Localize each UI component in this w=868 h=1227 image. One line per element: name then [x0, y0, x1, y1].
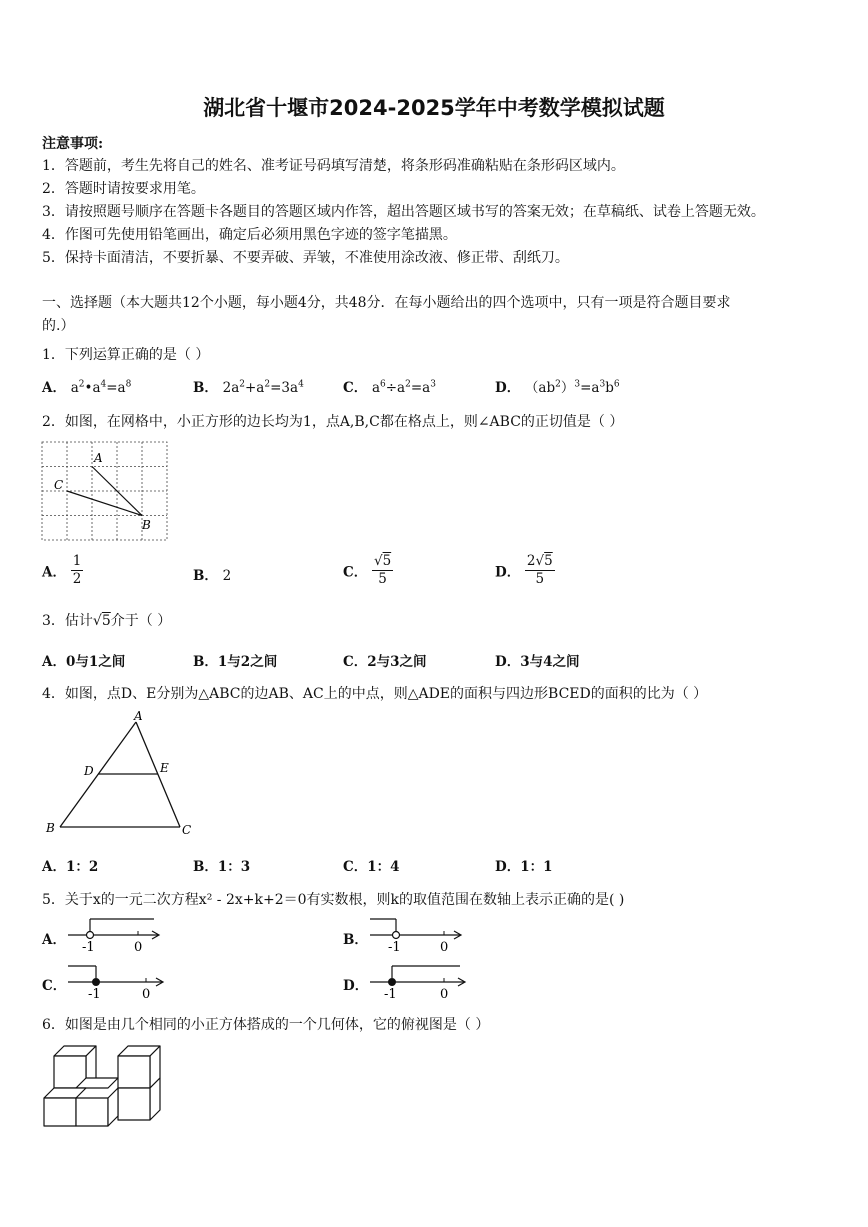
- q4-option-b: B．1：3: [193, 859, 251, 875]
- q4-label-e: E: [160, 761, 169, 775]
- q3-option-a: A．0与1之间: [42, 654, 126, 670]
- notice-item: 3．请按照题号顺序在答题卡各题目的答题区域内作答，超出答题区域书写的答案无效；在草稿纸、试卷上答题无效。: [42, 204, 765, 220]
- notice-item: 4．作图可先使用铅笔画出，确定后必须用黑色字迹的签字笔描黑。: [42, 227, 457, 243]
- q5-numberline-b: [368, 915, 468, 955]
- q3-option-b: B．1与2之间: [193, 654, 278, 670]
- q5-option-a-label: A．: [42, 932, 66, 948]
- question-2-stem: 2．如图，在网格中，小正方形的边长均为1，点A,B,C都在格点上，则∠ABC的正切值是（ ）: [42, 414, 624, 430]
- question-5-stem: 5．关于x的一元二次方程x² - 2x+k+2＝0有实数根，则k的取值范围在数轴上表示正确的是( ): [42, 892, 625, 908]
- q1-option-b: B． $2a^2+a^2=3a^4$: [193, 379, 304, 396]
- q4-label-a: A: [134, 709, 143, 723]
- page-title: 湖北省十堰市2024-2025学年中考数学模拟试题: [203, 96, 665, 120]
- section-header: 一、选择题（本大题共12个小题，每小题4分，共48分．在每小题给出的四个选项中，只有一项是符合题目要求: [42, 295, 731, 311]
- q2-option-c: C． $\frac{√5}{5}$: [343, 553, 392, 587]
- svg-text:0: 0: [440, 940, 449, 955]
- question-4-stem: 4．如图，点D、E分别为△ABC的边AB、AC上的中点，则△ADE的面积与四边形BCED的面积的比为（ ）: [42, 686, 708, 702]
- q5-numberline-d: [368, 962, 472, 1002]
- q5-numberline-a: [66, 915, 166, 955]
- q4-label-d: D: [84, 764, 94, 778]
- notice-item: 5．保持卡面清洁，不要折暴、不要弄破、弄皱，不准使用涂改液、修正带、刮纸刀。: [42, 250, 569, 266]
- q2-label-b: B: [142, 518, 151, 532]
- q1-option-c: C． $a^6\div a^2=a^3$: [343, 379, 436, 396]
- svg-text:0: 0: [440, 987, 449, 1002]
- q1-option-a: A． $a^2•a^4=a^8$: [42, 379, 132, 396]
- q2-option-b: B． 2: [193, 568, 232, 584]
- svg-text:-1: -1: [384, 987, 397, 1002]
- q4-option-d: D．1：1: [495, 859, 553, 875]
- notice-item: 1．答题前，考生先将自己的姓名、准考证号码填写清楚，将条形码准确粘贴在条形码区域内。: [42, 158, 625, 174]
- q5-option-d-label: D．: [343, 978, 369, 994]
- q2-option-d: D． $\frac{2√5}{5}$: [495, 553, 553, 587]
- q4-label-b: B: [46, 821, 55, 835]
- question-6-stem: 6．如图是由几个相同的小正方体搭成的一个几何体，它的俯视图是（ ）: [42, 1017, 490, 1033]
- q5-numberline-c: [66, 962, 170, 1002]
- q5-option-b-label: B．: [343, 932, 368, 948]
- q6-cube-figure: [40, 1040, 170, 1130]
- q3-option-c: C．2与3之间: [343, 654, 427, 670]
- svg-text:0: 0: [134, 940, 143, 955]
- notice-item: 2．答题时请按要求用笔。: [42, 181, 205, 197]
- question-3-stem: 3．估计√5介于（ ）: [42, 613, 172, 629]
- q2-label-c: C: [54, 478, 64, 492]
- q5-option-c-label: C．: [42, 978, 67, 994]
- section-header-cont: 的.）: [42, 318, 75, 334]
- q1-option-d: D． $(ab^2)^3=a^3b^6$: [495, 379, 620, 396]
- svg-text:-1: -1: [82, 940, 95, 955]
- q4-option-c: C．1：4: [343, 859, 400, 875]
- q4-label-c: C: [182, 823, 192, 837]
- svg-text:0: 0: [142, 987, 151, 1002]
- q2-option-a: A． $\frac{1}{2}$: [42, 553, 82, 587]
- q3-option-d: D．3与4之间: [495, 654, 580, 670]
- svg-text:-1: -1: [388, 940, 401, 955]
- q4-option-a: A．1：2: [42, 859, 99, 875]
- svg-text:-1: -1: [88, 987, 101, 1002]
- notice-heading: 注意事项:: [42, 136, 104, 152]
- q4-triangle-figure: [40, 708, 200, 840]
- question-1-stem: 1．下列运算正确的是（ ）: [42, 347, 210, 363]
- q2-grid-figure: [40, 440, 170, 544]
- q2-label-a: A: [94, 451, 103, 465]
